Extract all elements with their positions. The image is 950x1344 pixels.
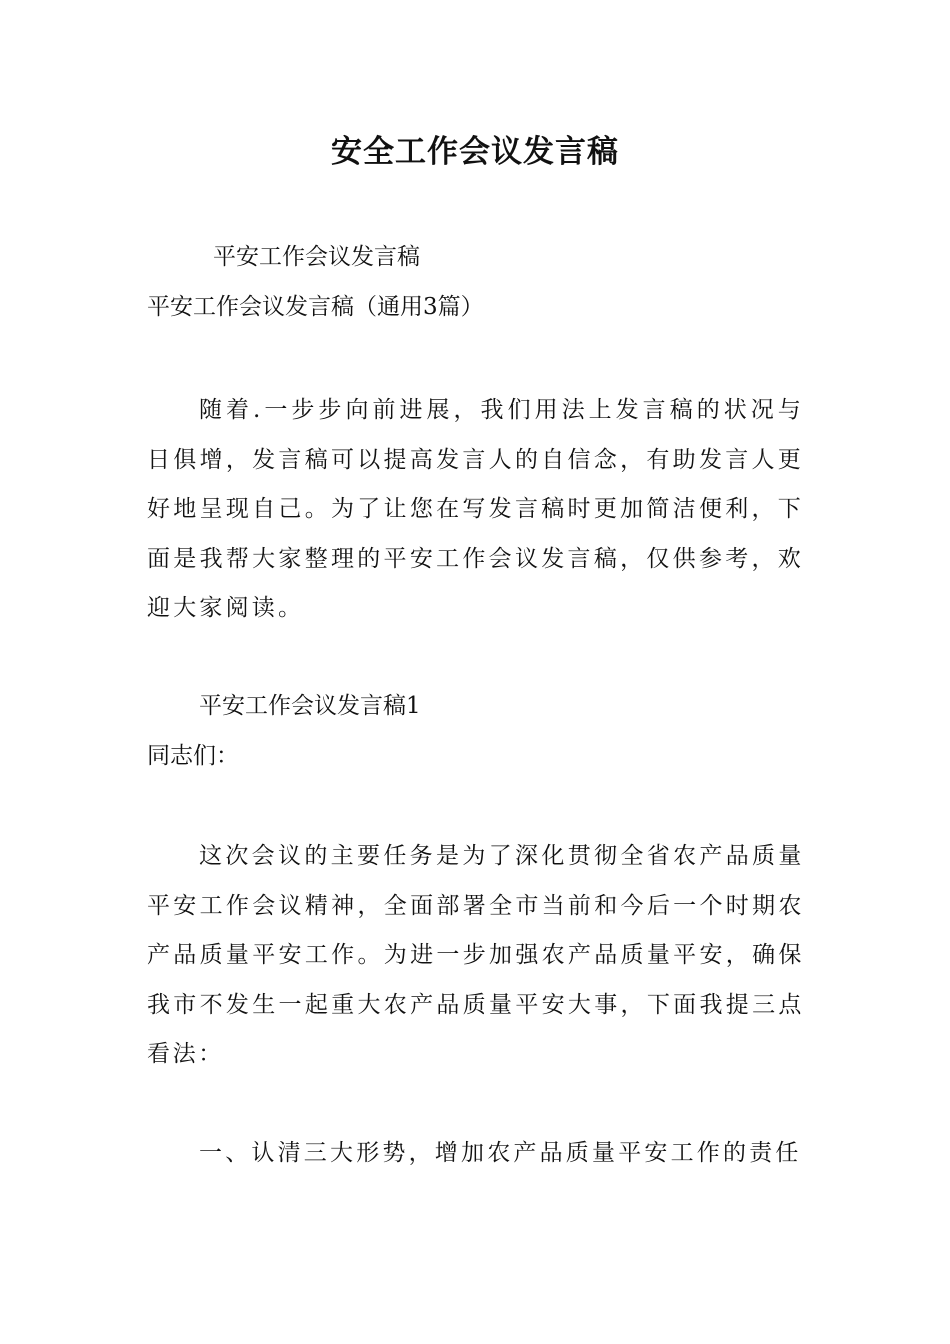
body-paragraph-2: 一、认清三大形势，增加农产品质量平安工作的责任 (199, 1140, 802, 1166)
document-title: 安全工作会议发言稿 (331, 134, 619, 170)
subtitle: 平安工作会议发言稿 (213, 244, 420, 270)
intro-paragraph: 随着.一步步向前进展，我们用法上发言稿的状况与日俱增，发言稿可以提高发言人的自信念，有助发言人更好地呈现自己。为了让您在写发言稿时更加简洁便利，下面是我帮大家整理的平安工作会议发言稿，仅供参考，欢迎大家阅读。 (147, 397, 804, 621)
subtitle-general: 平安工作会议发言稿（通用3篇） (147, 294, 484, 320)
salutation: 同志们： (147, 743, 239, 769)
section-heading-1: 平安工作会议发言稿1 (199, 693, 421, 719)
body-paragraph-1: 这次会议的主要任务是为了深化贯彻全省农产品质量平安工作会议精神，全面部署全市当前和今后一个时期农产品质量平安工作。为进一步加强农产品质量平安，确保我市不发生一起重大农产品质量平安大事，下面我提三点看法： (147, 843, 804, 1067)
